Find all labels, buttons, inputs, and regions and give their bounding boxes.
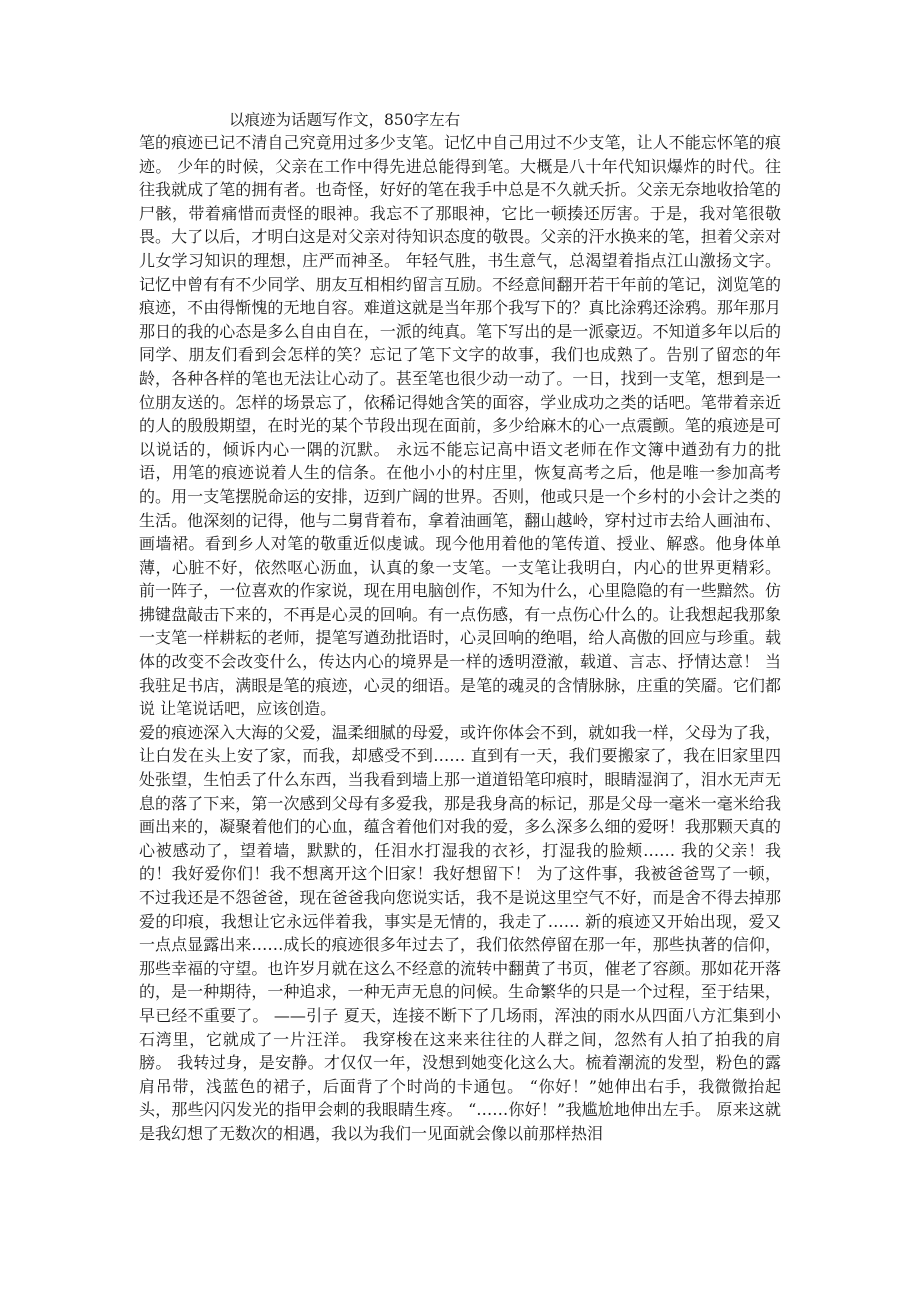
document-body (139, 131, 781, 1146)
document-title: 以痕迹为话题写作文，850字左右 (229, 111, 461, 129)
paragraph-love-traces: 爱的痕迹深入大海的父爱，温柔细腻的母爱，或许你体会不到，就如我一样，父母为了我，让白发在头上安了家，而我，却感受不到…… 直到有一天，我们要搬家了，我在旧家里四处张望，生怕丢了什么东西，当我看到墙上那一道道铅笔印痕时，眼睛湿润了，泪水无声无息的落了下来，第一次感到父母有多爱我，那是我身高的标记，那是父母一毫米一毫米给我画出来的，凝聚着他们的心血，蕴含着他们对我的爱，多么深多么细的爱呀！我那颗天真的心被感动了，望着墙，默默的，任泪水打湿我的衣衫，打湿我的脸颊…… 我的父亲！我的！我好爱你们！我不想离开这个旧家！我好想留下！ 为了这件事，我被爸爸骂了一顿，不过我还是不怨爸爸，现在爸爸我向您说实话，我不是说这里空气不好，而是舍不得去掉那爱的印痕，我想让它永远伴着我，事实是无情的，我走了…… 新的痕迹又开始出现，爱又一点点显露出来……成长的痕迹很多年过去了，我们依然停留在那一年，那些执著的信仰，那些幸福的守望。也许岁月就在这么不经意的流转中翻黄了书页，催老了容颜。那如花开落的，是一种期待，一种追求，一种无声无息的问候。生命繁华的只是一个过程，至于结果，早已经不重要了。 ——引子 夏天，连接不断下了几场雨，浑浊的雨水从四面八方汇集到小石湾里，它就成了一片汪洋。 我穿梭在这来来往往的人群之间，忽然有人拍了拍我的肩膀。 我转过身，是安静。才仅仅一年，没想到她变化这么大。梳着潮流的发型，粉色的露肩吊带，浅蓝色的裙子，后面背了个时尚的卡通包。 “你好！”她伸出右手，我微微抬起头，那些闪闪发光的指甲会刺的我眼睛生疼。 “……你好！”我尴尬地伸出左手。 原来这就是我幻想了无数次的相遇，我以为我们一见面就会像以前那样热泪 (139, 722, 781, 1143)
paragraph-pen-traces: 笔的痕迹已记不清自己究竟用过多少支笔。记忆中自己用过不少支笔，让人不能忘怀笔的痕迹。 少年的时候，父亲在工作中得先进总能得到笔。大概是八十年代知识爆炸的时代。往往我就成了笔的拥有者。也奇怪，好好的笔在我手中总是不久就夭折。父亲无奈地收拾笔的尸骸，带着痛惜而责怪的眼神。我忘不了那眼神，它比一顿揍还厉害。于是，我对笔很敬畏。大了以后，才明白这是对父亲对待知识态度的敬畏。父亲的汗水换来的笔，担着父亲对儿女学习知识的理想，庄严而神圣。 年轻气胜，书生意气，总渴望着指点江山激扬文字。记忆中曾有有不少同学、朋友互相相约留言互励。不经意间翻开若干年前的笔记，浏览笔的痕迹，不由得惭愧的无地自容。难道这就是当年那个我写下的？真比涂鸦还涂鸦。那年那月那日的我的心态是多么自由自在，一派的纯真。笔下写出的是一派豪迈。不知道多年以后的同学、朋友们看到会怎样的笑？忘记了笔下文字的故事，我们也成熟了。告别了留恋的年龄，各种各样的笔也无法让心动了。甚至笔也很少动一动了。一日，找到一支笔，想到是一位朋友送的。怎样的场景忘了，依稀记得她含笑的面容，学业成功之类的话吧。笔带着亲近的人的殷殷期望，在时光的某个节段出现在面前，多少给麻木的心一点震颤。笔的痕迹是可以说话的，倾诉内心一隅的沉默。 永远不能忘记高中语文老师在作文簿中遒劲有力的批语，用笔的痕迹说着人生的信条。在他小小的村庄里，恢复高考之后，他是唯一参加高考的。用一支笔摆脱命运的安排，迈到广阔的世界。否则，他或只是一个乡村的小会计之类的生活。他深刻的记得，他与二舅背着布，拿着油画笔，翻山越岭，穿村过市去给人画油布、画墙裙。看到乡人对笔的敬重近似虔诚。现今他用着他的笔传道、授业、解惑。他身体单薄，心脏不好，依然呕心沥血，认真的象一支笔。一支笔让我明白，内心的世界更精彩。 前一阵子，一位喜欢的作家说，现在用电脑创作，不知为什么，心里隐隐的有一些黯然。仿拂键盘敲击下来的，不再是心灵的回响。有一点伤感，有一点伤心什么的。让我想起我那象一支笔一样耕耘的老师，提笔写遒劲批语时，心灵回响的绝唱，给人高傲的回应与珍重。载体的改变不会改变什么，传达内心的境界是一样的透明澄澈，载道、言志、抒情达意！ 当我驻足书店，满眼是笔的痕迹，心灵的细语。是笔的魂灵的含情脉脉，庄重的笑靥。它们都说 让笔说话吧，应该创造。 (139, 133, 781, 719)
